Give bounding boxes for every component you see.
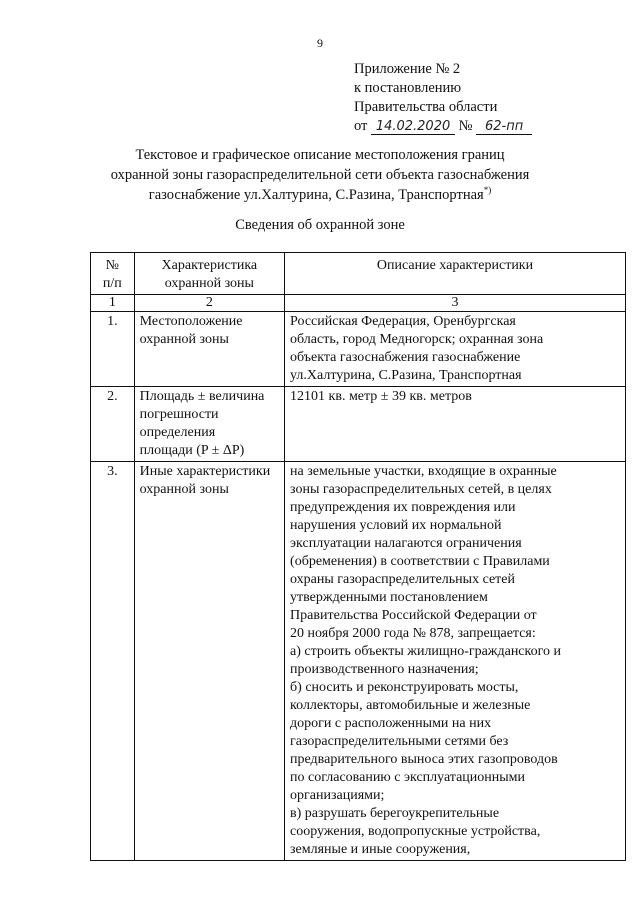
row-description: 12101 кв. метр ± 39 кв. метров: [285, 387, 626, 462]
header-characteristic: Характеристика охранной зоны: [134, 253, 284, 295]
appendix-date-line: [354, 117, 532, 136]
row-characteristic: Местоположение охранной зоны: [134, 312, 284, 387]
appendix-line-government: Правительства области: [354, 99, 498, 115]
index-cell: 2: [134, 295, 284, 312]
handwritten-date: 14.02.2020: [371, 119, 455, 135]
table-row: [91, 387, 626, 462]
appendix-title: Приложение № 2: [354, 61, 461, 77]
appendix-line-resolution: к постановлению: [354, 80, 462, 96]
document-title: [100, 145, 540, 205]
column-index-row: [91, 295, 626, 312]
row-number: 1.: [91, 312, 135, 387]
row-characteristic: Иные характеристики охранной зоны: [134, 462, 284, 861]
from-label: от: [354, 118, 368, 134]
table-row: [91, 312, 626, 387]
table-row: [91, 462, 626, 861]
title-line-2: охранной зоны газораспределительной сети объекта газоснабжения: [110, 167, 530, 183]
row-number: 3.: [91, 462, 135, 861]
row-number: 2.: [91, 387, 135, 462]
section-title: Сведения об охранной зоне: [235, 217, 405, 233]
row-description: на земельные участки, входящие в охранные зоны газораспределительных сетей, в целях предупреждения их повреждения или нарушения условий их нормальной эксплуатации налагаются ограничения (обременения) в соответствии с Правилами охраны газораспределительных сетей утвержденными постановлением Правительства Российской Федерации от 20 ноября 2000 года № 878, запрещается: а) строить объекты жилищно-гражданского и производственного назначения; б) сносить и реконструировать мосты, коллекторы, автомобильные и железные дороги с расположенными на них газораспределительными сетями без предварительного выноса этих газопроводов по согласованию с эксплуатационными организациями; в) разрушать берегоукрепительные сооружения, водопропускные устройства, земляные и иные сооружения,: [285, 462, 626, 861]
header-number: № п/п: [91, 253, 135, 295]
handwritten-number: 62-пп: [476, 119, 532, 135]
title-line-3: [100, 185, 540, 205]
number-label: №: [458, 118, 473, 134]
index-cell: 3: [285, 295, 626, 312]
row-description: Российская Федерация, Оренбургская область, город Медногорск; охранная зона объекта газоснабжения газоснабжение ул.Халтурина, С.Разина, Транспортная: [285, 312, 626, 387]
appendix-block: [354, 60, 532, 136]
header-description: Описание характеристики: [285, 253, 626, 295]
title-line-1: Текстовое и графическое описание местоположения границ: [135, 147, 505, 163]
page-number: 9: [317, 36, 323, 50]
table-header-row: [91, 253, 626, 295]
zone-info-table: [90, 252, 626, 861]
index-cell: 1: [91, 295, 135, 312]
footnote-mark: *): [483, 185, 492, 196]
title-line-3-text: газоснабжение ул.Халтурина, С.Разина, Транспортная: [148, 187, 484, 203]
row-characteristic: Площадь ± величина погрешности определения площади (P ± ΔP): [134, 387, 284, 462]
